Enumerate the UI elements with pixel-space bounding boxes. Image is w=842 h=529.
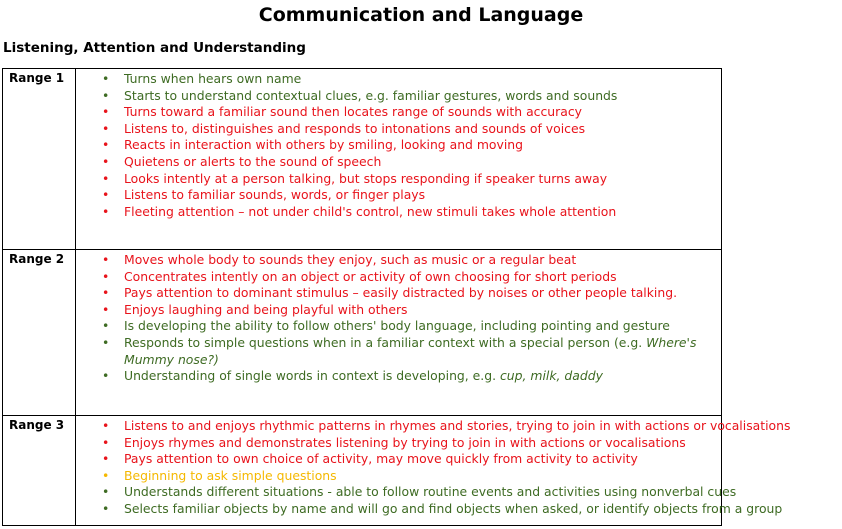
- list-item: • Understands different situations - able to follow routine events and activities using nonverbal cues: [102, 484, 721, 501]
- list-item: • Turns when hears own name: [102, 71, 721, 88]
- list-item: • Fleeting attention – not under child's control, new stimuli takes whole attention: [102, 204, 721, 221]
- list-item: • Concentrates intently on an object or activity of own choosing for short periods: [102, 269, 721, 286]
- list-item: • Listens to familiar sounds, words, or finger plays: [102, 187, 721, 204]
- list-item: • Beginning to ask simple questions: [102, 468, 721, 485]
- list-item: • Moves whole body to sounds they enjoy, such as music or a regular beat: [102, 252, 721, 269]
- ranges-table: [2, 68, 791, 526]
- range-row-1: [3, 69, 722, 250]
- page-title: Communication and Language: [258, 4, 584, 26]
- range-label: Range 2: [3, 250, 76, 416]
- range-row-3: [3, 416, 722, 526]
- section-subtitle: Listening, Attention and Understanding: [3, 40, 306, 56]
- range-2-items: [76, 250, 721, 385]
- list-item: [102, 335, 709, 368]
- list-item: • Quietens or alerts to the sound of speech: [102, 154, 721, 171]
- list-item: • Starts to understand contextual clues, e.g. familiar gestures, words and sounds: [102, 88, 721, 105]
- range-1-items: [76, 69, 721, 220]
- list-item: • Pays attention to dominant stimulus – easily distracted by noises or other people talking.: [102, 285, 721, 302]
- range-3-items: [76, 416, 791, 518]
- list-item: • Listens to, distinguishes and responds to intonations and sounds of voices: [102, 121, 721, 138]
- list-item: [102, 368, 721, 385]
- list-item: • Looks intently at a person talking, but stops responding if speaker turns away: [102, 171, 721, 188]
- list-item-text: Responds to simple questions when in a familiar context with a special person (e.g.: [124, 334, 647, 350]
- list-item: • Reacts in interaction with others by smiling, looking and moving: [102, 137, 721, 154]
- list-item: • Selects familiar objects by name and will go and find objects when asked, or identify objects from a group: [102, 501, 721, 518]
- list-item: • Turns toward a familiar sound then locates range of sounds with accuracy: [102, 104, 721, 121]
- range-row-2: [3, 250, 722, 416]
- list-item: • Pays attention to own choice of activity, may move quickly from activity to activity: [102, 451, 721, 468]
- list-item: • Is developing the ability to follow others' body language, including pointing and gesture: [102, 318, 721, 335]
- list-item-italic: cup, milk, daddy: [499, 368, 603, 384]
- list-item: • Listens to and enjoys rhythmic patterns in rhymes and stories, trying to join in with actions or vocalisations: [102, 418, 721, 435]
- list-item-text: Understanding of single words in context is developing, e.g.: [124, 368, 500, 384]
- list-item-italic: Where's Mummy nose?): [124, 334, 697, 367]
- range-label: Range 3: [3, 416, 76, 526]
- list-item: • Enjoys laughing and being playful with others: [102, 302, 721, 319]
- range-label: Range 1: [3, 69, 76, 250]
- list-item: • Enjoys rhymes and demonstrates listening by trying to join in with actions or vocalisations: [102, 435, 721, 452]
